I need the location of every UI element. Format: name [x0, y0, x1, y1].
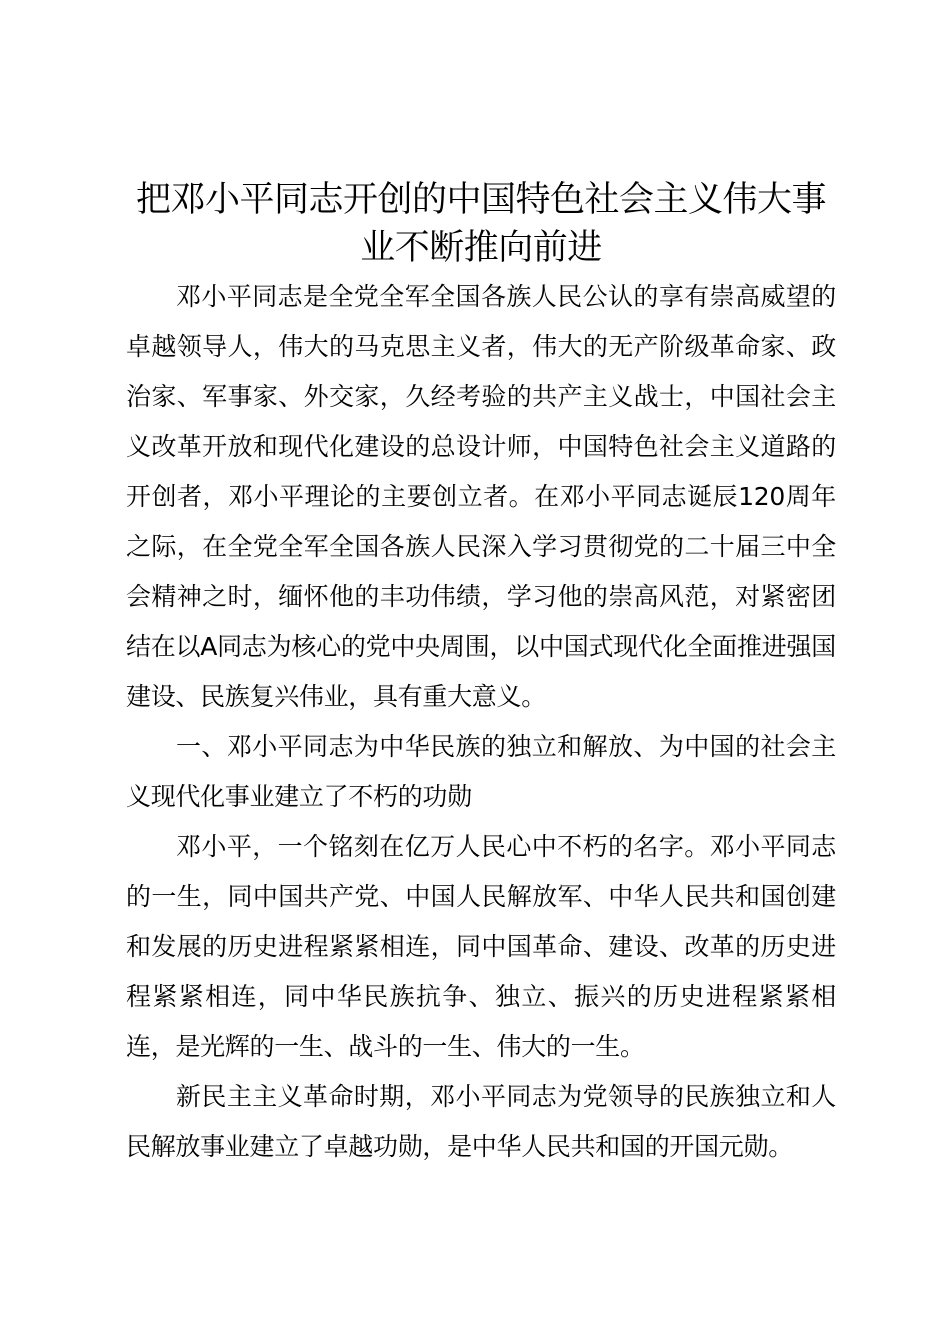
document-page: [126, 176, 836, 1172]
section-heading-1: 一、邓小平同志为中华民族的独立和解放、为中国的社会主义现代化事业建立了不朽的功勋: [126, 732, 836, 811]
paragraph-intro: 邓小平同志是全党全军全国各族人民公认的享有崇高威望的卓越领导人，伟大的马克思主义者，伟大的无产阶级革命家、政治家、军事家、外交家，久经考验的共产主义战士，中国社会主义改革开放和现代化建设的总设计师，中国特色社会主义道路的开创者，邓小平理论的主要创立者。在邓小平同志诞辰120周年之际，在全党全军全国各族人民深入学习贯彻党的二十届三中全会精神之时，缅怀他的丰功伟绩，学习他的崇高风范，对紧密团结在以A同志为核心的党中央周围，以中国式现代化全面推进强国建设、民族复兴伟业，具有重大意义。: [126, 282, 836, 711]
document-title: 把邓小平同志开创的中国特色社会主义伟大事业不断推向前进: [135, 180, 826, 268]
paragraph-revolution-period: 新民主主义革命时期，邓小平同志为党领导的民族独立和人民解放事业建立了卓越功勋，是中华人民共和国的开国元勋。: [126, 1082, 836, 1161]
paragraph-name-legacy: 邓小平，一个铭刻在亿万人民心中不朽的名字。邓小平同志的一生，同中国共产党、中国人民解放军、中华人民共和国创建和发展的历史进程紧紧相连，同中国革命、建设、改革的历史进程紧紧相连，同中华民族抗争、独立、振兴的历史进程紧紧相连，是光辉的一生、战斗的一生、伟大的一生。: [126, 832, 836, 1061]
